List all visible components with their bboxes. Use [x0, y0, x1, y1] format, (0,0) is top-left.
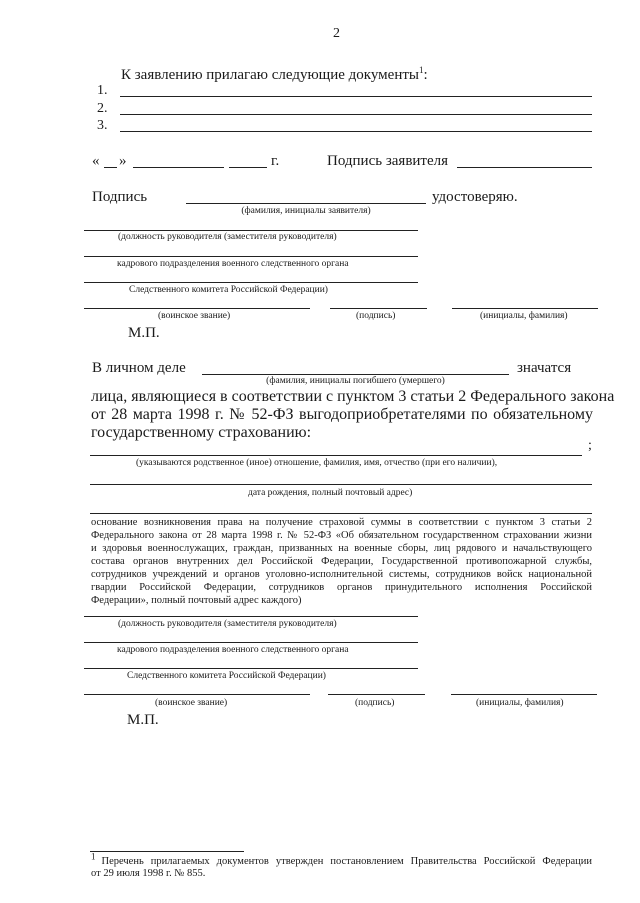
official-signature-field-2[interactable]: [328, 694, 425, 695]
date-quote-open: «: [92, 153, 100, 169]
official-department-field-2[interactable]: [84, 642, 418, 643]
footnote-separator: [90, 851, 244, 852]
seal-mark: М.П.: [128, 325, 160, 341]
beneficiary-relation-field[interactable]: [90, 455, 582, 456]
basis-caption: [91, 516, 592, 607]
official-committee-caption-2: Следственного комитета Российской Федерации): [127, 671, 326, 681]
beneficiary-birth-field[interactable]: [90, 484, 592, 485]
basis-line: основание возникновения права на получение страховой суммы в соответствии с пунктом 3 статьи 2: [91, 517, 592, 528]
attachment-item-number: 1.: [97, 83, 108, 98]
official-department-field[interactable]: [84, 256, 418, 257]
date-quote-close: »: [119, 153, 127, 169]
applicant-signature-label: Подпись заявителя: [327, 153, 449, 169]
official-department-caption-2: кадрового подразделения военного следственного органа: [117, 645, 349, 655]
paragraph-line: государственному страхованию:: [91, 424, 312, 441]
official-initials-caption: (инициалы, фамилия): [480, 311, 568, 321]
attachments-intro-suffix: :: [423, 67, 428, 83]
applicant-name-caption: (фамилия, инициалы заявителя): [241, 206, 371, 216]
personal-file-label: В личном деле: [92, 360, 186, 376]
semicolon: ;: [588, 438, 592, 453]
attachment-line-3[interactable]: [120, 131, 592, 132]
official-position-caption: (должность руководителя (заместителя руководителя): [118, 232, 337, 242]
applicant-name-field[interactable]: [186, 203, 426, 204]
official-signature-field[interactable]: [330, 308, 427, 309]
attachment-item-number: 2.: [97, 101, 108, 116]
beneficiary-basis-field[interactable]: [90, 513, 592, 514]
attachments-intro: [121, 66, 428, 84]
deceased-name-field[interactable]: [202, 374, 509, 375]
basis-line: и здоровья военнослужащих, граждан, призванных на военные сборы, лиц рядового и начальствующего: [91, 543, 592, 554]
date-year-suffix: г.: [271, 153, 280, 169]
official-initials-caption-2: (инициалы, фамилия): [476, 698, 564, 708]
official-committee-caption: Следственного комитета Российской Федерации): [129, 285, 328, 295]
attachment-line-1[interactable]: [120, 96, 592, 97]
official-position-caption-2: (должность руководителя (заместителя руководителя): [118, 619, 337, 629]
official-rank-caption: (воинское звание): [158, 311, 231, 321]
basis-line: Федерации», полный почтовый адрес каждого): [91, 595, 302, 606]
basis-line: состава органов внутренних дел Российской Федерации, Государственной противопожарной службы,: [91, 556, 592, 567]
attachments-intro-text: К заявлению прилагаю следующие документы: [121, 67, 419, 83]
date-year-field[interactable]: [229, 167, 267, 168]
attachment-line-2[interactable]: [120, 114, 592, 115]
official-department-caption: кадрового подразделения военного следственного органа: [117, 259, 349, 269]
certification-signature-label: Подпись: [92, 189, 148, 205]
official-initials-field[interactable]: [452, 308, 598, 309]
paragraph-line: от 28 марта 1998 г. № 52-ФЗ выгодоприобретателями по обязательному: [91, 406, 593, 423]
beneficiaries-paragraph: [91, 388, 615, 442]
footnote-line-1: [91, 851, 592, 868]
official-rank-caption-2: (воинское звание): [155, 698, 228, 708]
official-rank-field[interactable]: [84, 308, 310, 309]
footnote-text-2: от 29 июля 1998 г. № 855.: [91, 868, 206, 879]
official-position-field[interactable]: [84, 230, 418, 231]
seal-mark-2: М.П.: [127, 712, 159, 728]
basis-line: сотрудников учреждений и органов уголовно-исполнительной системы, сотрудников войск национальной: [91, 569, 592, 580]
applicant-signature-field[interactable]: [457, 167, 592, 168]
date-day-field[interactable]: [104, 167, 117, 168]
official-committee-field-2[interactable]: [84, 668, 418, 669]
basis-line: Федерального закона от 28 марта 1998 г. № 52-ФЗ «Об обязательном государственном страховании жизни: [91, 530, 592, 541]
official-rank-field-2[interactable]: [84, 694, 310, 695]
official-signature-caption-2: (подпись): [355, 698, 395, 708]
page-number: 2: [333, 26, 340, 41]
personal-file-listed: значатся: [517, 360, 572, 376]
footnote-text-1: Перечень прилагаемых документов утвержден постановлением Правительства Российской Федерации: [101, 856, 592, 867]
footnote: [91, 851, 592, 880]
basis-line: гвардии Российской Федерации, сотрудников органов принудительного исполнения Российской: [91, 582, 592, 593]
official-signature-caption: (подпись): [356, 311, 396, 321]
footnote-ref: 1: [419, 65, 424, 75]
birth-address-caption: дата рождения, полный почтовый адрес): [248, 488, 413, 498]
official-position-field-2[interactable]: [84, 616, 418, 617]
footnote-marker: 1: [91, 851, 96, 862]
paragraph-line: лица, являющиеся в соответствии с пунктом 3 статьи 2 Федерального закона: [91, 388, 615, 405]
official-committee-field[interactable]: [84, 282, 418, 283]
deceased-name-caption: (фамилия, инициалы погибшего (умершего): [266, 376, 445, 386]
official-initials-field-2[interactable]: [451, 694, 597, 695]
attachment-item-number: 3.: [97, 118, 108, 133]
certify-text: удостоверяю.: [432, 189, 518, 205]
relation-caption: (указываются родственное (иное) отношение, фамилия, имя, отчество (при его наличии),: [136, 458, 498, 468]
date-month-field[interactable]: [133, 167, 224, 168]
